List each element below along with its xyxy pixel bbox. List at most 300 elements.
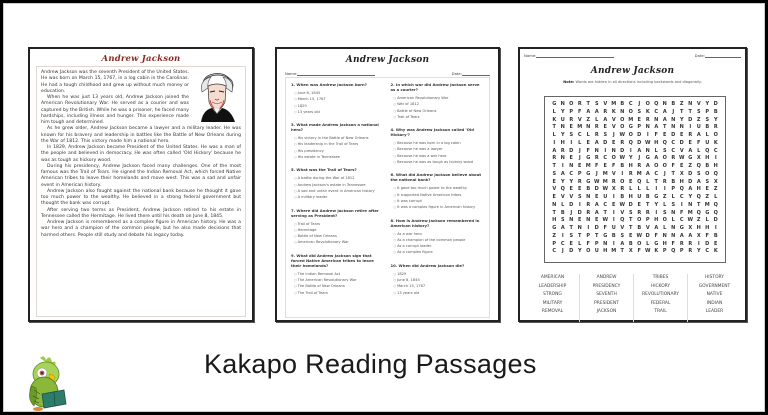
grid-letter[interactable]: M [628,116,634,123]
grid-letter[interactable]: S [569,132,574,138]
grid-letter[interactable]: R [679,240,684,247]
grid-letter[interactable]: I [697,240,700,247]
grid-letter[interactable]: C [560,240,565,247]
grid-letter[interactable]: H [654,217,659,224]
grid-letter[interactable]: Q [713,170,718,177]
grid-letter[interactable]: Q [713,201,718,208]
grid-letter[interactable]: N [671,225,676,231]
grid-letter[interactable]: H [713,163,718,169]
grid-letter[interactable]: T [671,170,675,177]
grid-letter[interactable]: E [714,240,718,247]
grid-letter[interactable]: C [628,101,633,107]
answer-option[interactable]: ○ Trail of Tears [391,114,485,120]
grid-letter[interactable]: C [603,155,608,162]
grid-letter[interactable]: B [713,232,718,239]
grid-letter[interactable]: U [611,225,616,231]
grid-letter[interactable]: L [663,201,667,208]
grid-letter[interactable]: D [688,170,693,177]
grid-letter[interactable]: E [595,194,599,200]
grid-letter[interactable]: T [654,178,658,185]
grid-letter[interactable]: X [628,248,633,255]
grid-letter[interactable]: I [587,225,590,231]
grid-letter[interactable]: I [570,139,573,146]
grid-letter[interactable]: P [671,186,676,193]
grid-letter[interactable]: D [569,147,574,154]
grid-letter[interactable]: X [696,232,701,239]
grid-letter[interactable]: F [680,209,684,216]
grid-letter[interactable]: E [612,201,616,208]
grid-letter[interactable]: T [603,209,607,216]
grid-letter[interactable]: E [637,116,641,123]
grid-letter[interactable]: G [586,178,591,185]
grid-letter[interactable]: B [671,101,676,107]
grid-letter[interactable]: C [671,139,676,146]
grid-letter[interactable]: Q [696,209,701,216]
grid-letter[interactable]: L [578,139,582,146]
grid-letter[interactable]: G [645,155,650,162]
grid-letter[interactable]: V [611,116,616,123]
grid-letter[interactable]: U [594,248,599,255]
grid-letter[interactable]: F [705,232,709,239]
grid-letter[interactable]: A [594,209,599,216]
answer-option[interactable]: ○ It was a complex figure in American history [391,204,485,210]
grid-letter[interactable]: S [662,209,667,216]
grid-letter[interactable]: O [628,132,633,138]
grid-letter[interactable]: F [586,240,590,247]
grid-letter[interactable]: D [688,116,693,123]
grid-letter[interactable]: H [552,217,557,224]
grid-letter[interactable]: D [628,201,633,208]
grid-letter[interactable]: O [569,101,574,107]
grid-letter[interactable]: I [714,155,717,162]
grid-letter[interactable]: B [620,101,625,107]
grid-letter[interactable]: A [560,170,565,177]
grid-letter[interactable]: S [662,147,667,154]
grid-letter[interactable]: O [713,132,718,138]
answer-option[interactable]: ○ June 8, 1845 [391,277,485,283]
grid-letter[interactable]: G [552,225,557,231]
grid-letter[interactable]: N [577,225,582,231]
answer-option[interactable]: ○ It gave too much power to the wealthy [391,185,485,191]
grid-letter[interactable]: P [662,248,667,255]
grid-letter[interactable]: I [561,163,564,169]
grid-letter[interactable]: C [603,201,608,208]
grid-letter[interactable]: Y [560,132,565,138]
answer-option[interactable]: ○ A military leader [291,194,385,200]
grid-letter[interactable]: J [578,155,581,162]
wordsearch-grid[interactable] [544,96,726,263]
grid-letter[interactable]: Q [662,139,667,146]
grid-letter[interactable]: T [680,108,684,115]
grid-letter[interactable]: H [679,178,684,185]
grid-letter[interactable]: G [586,170,591,177]
grid-letter[interactable]: E [569,155,573,162]
grid-letter[interactable]: T [552,209,556,216]
grid-letter[interactable]: E [603,124,607,131]
grid-letter[interactable]: G [679,225,684,231]
grid-letter[interactable]: O [654,163,659,169]
grid-letter[interactable]: D [594,225,599,231]
grid-letter[interactable]: E [578,186,582,193]
grid-letter[interactable]: S [696,108,701,115]
grid-letter[interactable]: B [637,225,642,231]
grid-letter[interactable]: S [628,209,633,216]
grid-letter[interactable]: V [577,116,582,123]
grid-letter[interactable]: R [620,139,625,146]
grid-letter[interactable]: R [560,147,565,154]
grid-letter[interactable]: W [644,139,651,146]
grid-letter[interactable]: D [569,201,574,208]
grid-letter[interactable]: Y [688,194,693,200]
grid-letter[interactable]: S [637,108,642,115]
grid-letter[interactable]: D [637,132,642,138]
grid-letter[interactable]: Q [620,217,625,224]
grid-letter[interactable]: N [671,209,676,216]
ws-name-field[interactable] [536,57,614,58]
grid-letter[interactable]: G [688,155,693,162]
grid-letter[interactable]: O [662,217,667,224]
grid-letter[interactable]: H [628,163,633,169]
grid-letter[interactable]: O [620,116,625,123]
grid-letter[interactable]: M [602,170,608,177]
grid-letter[interactable]: U [603,194,608,200]
grid-letter[interactable]: Q [696,194,701,200]
date-field[interactable] [462,75,490,76]
grid-letter[interactable]: L [671,194,675,200]
grid-letter[interactable]: O [620,178,625,185]
grid-letter[interactable]: T [595,232,599,239]
grid-letter[interactable]: E [612,139,616,146]
grid-letter[interactable]: Z [705,194,710,200]
grid-letter[interactable]: X [688,225,693,231]
grid-letter[interactable]: S [603,132,608,138]
grid-letter[interactable]: K [611,108,616,115]
answer-option[interactable]: ○ American Revolutionary War [291,239,385,245]
grid-letter[interactable]: P [645,217,650,224]
answer-option[interactable]: ○ His presidency [291,148,385,154]
answer-option[interactable]: ○ War of 1812 [391,101,485,107]
grid-letter[interactable]: A [620,240,625,247]
grid-letter[interactable]: R [586,209,591,216]
grid-letter[interactable]: A [637,147,642,154]
answer-option[interactable]: ○ Because he was as tough as hickory wood [391,159,485,165]
grid-letter[interactable]: L [705,132,709,138]
grid-letter[interactable]: Y [628,155,633,162]
grid-letter[interactable]: V [569,194,574,200]
grid-letter[interactable]: U [696,124,701,131]
grid-letter[interactable]: N [611,147,616,154]
grid-letter[interactable]: A [696,132,701,138]
answer-option[interactable]: ○ June 8, 1845 [291,90,385,96]
grid-letter[interactable]: K [654,248,659,255]
grid-letter[interactable]: L [637,186,641,193]
grid-letter[interactable]: N [620,108,625,115]
grid-letter[interactable]: Q [713,209,718,216]
grid-letter[interactable]: A [696,178,701,185]
grid-letter[interactable]: R [713,124,718,131]
answer-option[interactable]: ○ Because he was a lawyer [391,146,485,152]
grid-letter[interactable]: W [619,201,625,208]
grid-letter[interactable]: B [645,194,650,200]
grid-letter[interactable]: A [688,232,693,239]
grid-letter[interactable]: Z [552,232,557,239]
grid-letter[interactable]: I [612,240,615,247]
grid-letter[interactable]: S [552,170,557,177]
grid-letter[interactable]: L [629,186,633,193]
grid-letter[interactable]: P [637,124,642,131]
grid-letter[interactable]: K [552,116,557,123]
grid-letter[interactable]: C [654,170,659,177]
answer-option[interactable]: ○ Trail of Tears [291,221,385,227]
grid-letter[interactable]: P [594,240,599,247]
grid-letter[interactable]: O [611,155,616,162]
grid-letter[interactable]: S [620,232,625,239]
grid-letter[interactable]: R [577,178,582,185]
grid-letter[interactable]: O [662,155,667,162]
grid-letter[interactable]: O [620,124,625,131]
grid-letter[interactable]: Q [705,147,710,154]
grid-letter[interactable]: C [679,217,684,224]
grid-letter[interactable]: I [578,201,581,208]
grid-letter[interactable]: L [714,194,718,200]
grid-letter[interactable]: L [697,147,701,154]
grid-letter[interactable]: F [586,147,590,154]
grid-letter[interactable]: V [679,147,684,154]
grid-letter[interactable]: E [552,194,556,200]
grid-letter[interactable]: I [612,209,615,216]
grid-letter[interactable]: T [586,101,590,107]
grid-letter[interactable]: O [586,248,591,255]
grid-letter[interactable]: A [679,232,684,239]
grid-letter[interactable]: E [680,132,684,138]
grid-letter[interactable]: S [671,201,676,208]
grid-letter[interactable]: G [552,101,557,107]
answer-option[interactable]: ○ The Battle of New Orleans [291,283,385,289]
grid-letter[interactable]: S [705,178,710,185]
answer-option[interactable]: ○ American Revolutionary War [391,95,485,101]
grid-letter[interactable]: R [637,209,642,216]
grid-letter[interactable]: B [713,108,718,115]
grid-letter[interactable]: L [654,147,658,154]
ws-date-field[interactable] [705,57,741,58]
grid-letter[interactable]: A [594,139,599,146]
grid-letter[interactable]: S [569,232,574,239]
grid-letter[interactable]: I [714,225,717,231]
grid-letter[interactable]: L [646,186,650,193]
answer-option[interactable]: ○ 13 years old [391,290,485,296]
grid-letter[interactable]: M [687,209,693,216]
answer-option[interactable]: ○ As a war hero [391,231,485,237]
grid-letter[interactable]: Y [560,108,565,115]
grid-letter[interactable]: A [662,116,667,123]
grid-letter[interactable]: A [662,108,667,115]
grid-letter[interactable]: T [569,225,573,231]
grid-letter[interactable]: F [671,240,675,247]
grid-letter[interactable]: R [594,124,599,131]
grid-letter[interactable]: R [688,132,693,138]
grid-letter[interactable]: N [603,240,608,247]
grid-letter[interactable]: V [620,225,625,231]
grid-letter[interactable]: W [687,217,693,224]
grid-letter[interactable]: V [611,170,616,177]
grid-letter[interactable]: K [713,139,718,146]
grid-letter[interactable]: J [561,248,564,255]
grid-letter[interactable]: C [671,147,676,154]
grid-letter[interactable]: C [713,147,718,154]
grid-letter[interactable]: F [671,163,675,169]
grid-letter[interactable]: P [705,108,710,115]
grid-letter[interactable]: E [637,201,641,208]
grid-letter[interactable]: V [560,194,565,200]
grid-letter[interactable]: T [663,124,667,131]
grid-letter[interactable]: Y [679,116,684,123]
grid-letter[interactable]: V [645,225,650,231]
grid-letter[interactable]: T [620,248,624,255]
grid-letter[interactable]: S [594,101,599,107]
grid-letter[interactable]: D [713,217,718,224]
grid-letter[interactable]: W [593,178,600,185]
grid-letter[interactable]: D [671,132,676,138]
answer-option[interactable]: ○ His leadership in the Trail of Tears [291,141,385,147]
grid-letter[interactable]: D [713,101,718,107]
answer-option[interactable]: ○ His victory in the Battle of New Orleans [291,135,385,141]
grid-letter[interactable]: A [552,147,557,154]
grid-letter[interactable]: V [611,124,616,131]
grid-letter[interactable]: C [569,170,574,177]
grid-letter[interactable]: N [552,201,557,208]
grid-letter[interactable]: N [560,155,565,162]
grid-letter[interactable]: L [586,132,590,138]
grid-letter[interactable]: O [645,101,650,107]
grid-letter[interactable]: Q [637,178,642,185]
grid-letter[interactable]: Q [654,101,659,107]
grid-letter[interactable]: A [560,225,565,231]
grid-letter[interactable]: E [586,139,590,146]
answer-option[interactable]: ○ 13 years old [291,109,385,115]
grid-letter[interactable]: P [569,108,574,115]
grid-letter[interactable]: C [654,108,659,115]
grid-letter[interactable]: G [603,232,608,239]
grid-letter[interactable]: B [620,163,625,169]
grid-letter[interactable]: G [705,209,710,216]
grid-letter[interactable]: N [671,116,676,123]
grid-letter[interactable]: N [662,232,667,239]
grid-letter[interactable]: W [644,248,651,255]
grid-letter[interactable]: L [552,132,556,138]
grid-letter[interactable]: E [663,132,667,138]
grid-letter[interactable]: Y [560,178,565,185]
answer-option[interactable]: ○ As a complex figure [391,249,485,255]
grid-letter[interactable]: F [612,163,616,169]
grid-letter[interactable]: L [552,108,556,115]
grid-letter[interactable]: P [552,240,557,247]
grid-letter[interactable]: G [654,194,659,200]
grid-letter[interactable]: N [586,194,591,200]
grid-letter[interactable]: R [594,132,599,138]
grid-letter[interactable]: E [603,163,607,169]
grid-letter[interactable]: R [628,170,633,177]
grid-letter[interactable]: A [594,108,599,115]
grid-letter[interactable]: R [620,186,625,193]
grid-letter[interactable]: W [636,232,642,239]
grid-letter[interactable]: A [586,108,591,115]
grid-letter[interactable]: N [586,124,591,131]
answer-option[interactable]: ○ 1829 [291,103,385,109]
grid-letter[interactable]: T [552,163,556,169]
grid-letter[interactable]: P [679,248,684,255]
grid-letter[interactable]: X [611,186,616,193]
grid-letter[interactable]: L [561,201,565,208]
grid-letter[interactable]: Y [705,101,710,107]
grid-letter[interactable]: Y [569,178,574,185]
answer-option[interactable]: ○ Hermitage [291,227,385,233]
grid-letter[interactable]: J [672,108,675,115]
answer-option[interactable]: ○ March 15, 1767 [391,283,485,289]
grid-letter[interactable]: P [577,170,582,177]
grid-letter[interactable]: D [637,139,642,146]
grid-letter[interactable]: E [578,217,582,224]
grid-letter[interactable]: F [603,225,607,231]
grid-letter[interactable]: X [713,178,718,185]
grid-letter[interactable]: I [655,209,658,216]
answer-option[interactable]: ○ It supported Native American tribes [391,192,485,198]
grid-letter[interactable]: N [688,101,693,107]
grid-letter[interactable]: H [696,225,701,231]
grid-letter[interactable]: N [645,147,650,154]
grid-letter[interactable]: Q [679,186,684,193]
grid-letter[interactable]: R [645,209,650,216]
grid-letter[interactable]: E [569,240,573,247]
grid-letter[interactable]: L [646,240,650,247]
grid-letter[interactable]: H [628,194,633,200]
grid-letter[interactable]: Z [662,194,667,200]
grid-letter[interactable]: W [678,155,685,162]
grid-letter[interactable]: E [569,124,573,131]
grid-letter[interactable]: M [636,170,642,177]
grid-letter[interactable]: L [705,217,709,224]
grid-letter[interactable]: T [629,225,633,231]
grid-letter[interactable]: D [577,209,582,216]
answer-option[interactable]: ○ Battle of New Orleans [391,108,485,114]
grid-letter[interactable]: Q [560,186,565,193]
grid-letter[interactable]: H [705,155,710,162]
grid-letter[interactable]: L [663,225,667,231]
answer-option[interactable]: ○ The American Revolutionary War [291,277,385,283]
grid-letter[interactable]: W [619,132,625,138]
answer-option[interactable]: ○ Because he was a war hero [391,153,485,159]
grid-letter[interactable]: B [586,186,591,193]
grid-letter[interactable]: L [578,240,582,247]
grid-letter[interactable]: F [578,108,582,115]
grid-letter[interactable]: I [553,139,556,146]
grid-letter[interactable]: Q [628,139,633,146]
grid-letter[interactable]: I [680,201,683,208]
grid-letter[interactable]: E [688,139,692,146]
grid-letter[interactable]: K [713,248,718,255]
grid-letter[interactable]: N [679,124,684,131]
grid-letter[interactable]: B [560,209,565,216]
grid-letter[interactable]: T [578,232,582,239]
grid-letter[interactable]: D [620,147,625,154]
grid-letter[interactable]: G [654,240,659,247]
answer-option[interactable]: ○ The Trail of Tears [291,290,385,296]
answer-option[interactable]: ○ 1829 [391,271,485,277]
grid-letter[interactable]: D [569,248,574,255]
grid-letter[interactable]: U [705,139,710,146]
grid-letter[interactable]: N [662,101,667,107]
grid-letter[interactable]: E [705,186,709,193]
grid-letter[interactable]: O [705,170,710,177]
